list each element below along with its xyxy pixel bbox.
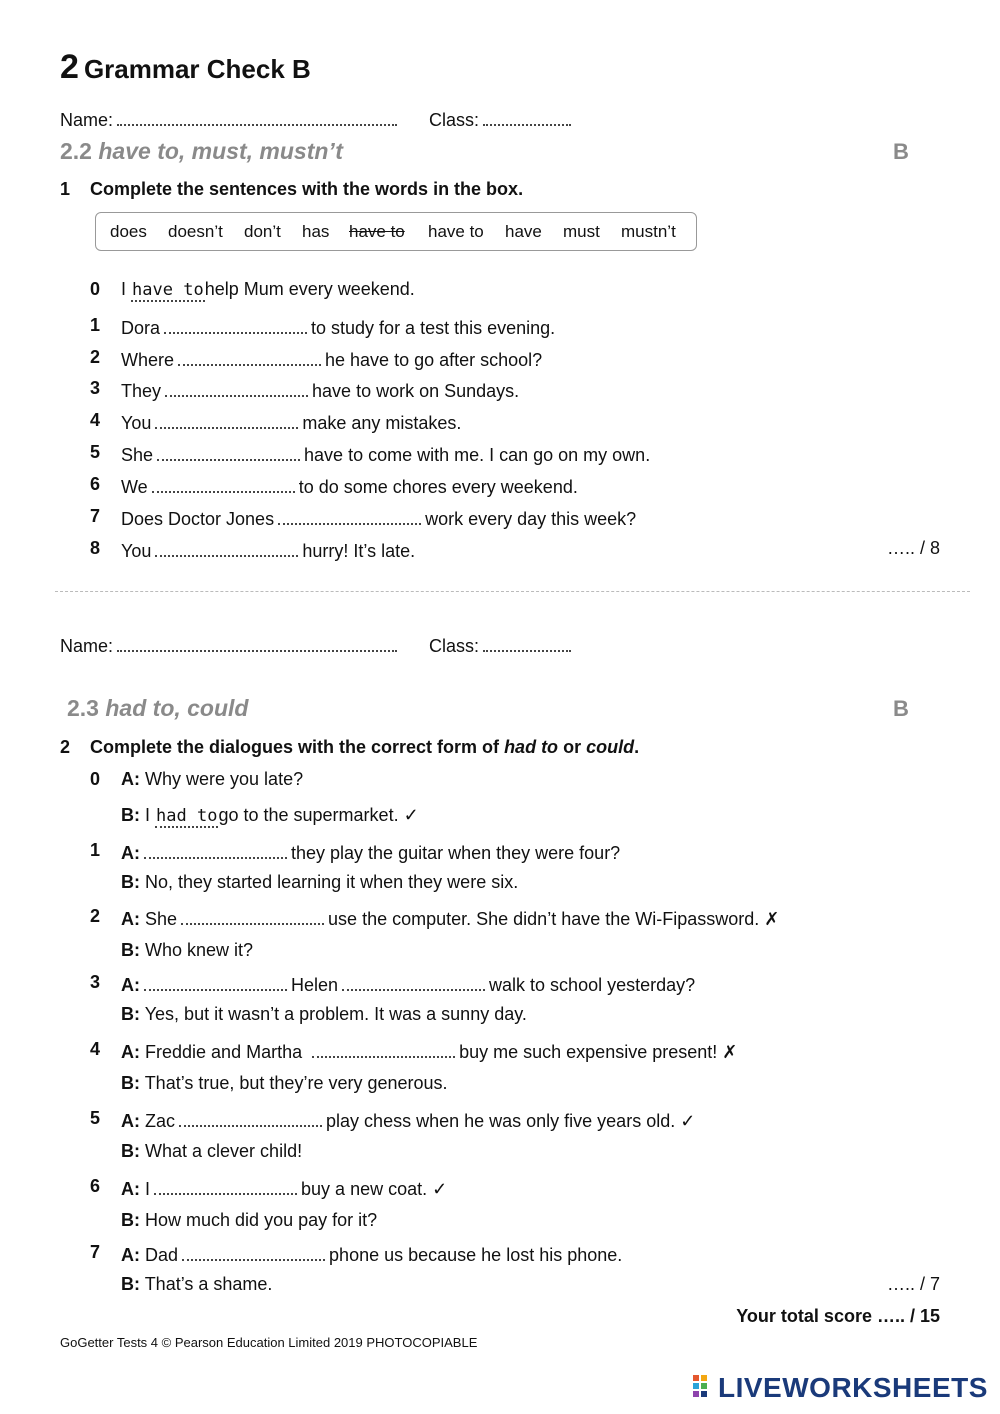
class-input-2[interactable]	[483, 634, 571, 652]
list-item: 1 Dora to study for a test this evening.	[90, 315, 556, 338]
word-box-item: does	[110, 222, 147, 241]
dialogue-example-b: B: I had togo to the supermarket. ✓	[121, 805, 419, 826]
example-item-1: 0 I have tohelp Mum every weekend.	[90, 279, 415, 300]
word-box-item: must	[563, 222, 600, 241]
dialogue-line-a: 1 A: they play the guitar when they were four?	[90, 840, 621, 863]
word-box-item-used: have to	[349, 222, 405, 241]
list-item: 5 She have to come with me. I can go on my own.	[90, 442, 651, 465]
dialogue-line-a: 3 A: Helen walk to school yesterday?	[90, 972, 696, 995]
copyright-footer: GoGetter Tests 4 © Pearson Education Limited 2019 PHOTOCOPIABLE	[60, 1335, 478, 1350]
title-text: Grammar Check B	[83, 54, 311, 84]
dialogue-line-a: 7 A: Dad phone us because he lost his phone.	[90, 1242, 623, 1265]
word-box-item: has	[302, 222, 330, 241]
word-box-item: have	[505, 222, 542, 241]
liveworksheets-logo[interactable]: LIVEWORKSHEETS	[718, 1372, 988, 1403]
name-field-2: Name:	[60, 634, 401, 655]
name-input-1[interactable]	[117, 108, 397, 126]
liveworksheets-logo-icon	[693, 1375, 715, 1399]
dialogue-line-b: B: That’s true, but they’re very generous.	[121, 1073, 448, 1093]
class-field-2: Class:	[429, 634, 575, 655]
cut-line	[55, 591, 970, 592]
score-2: ….. / 7	[886, 1274, 940, 1294]
example-answer: have to	[132, 280, 204, 300]
dialogue-line-a: 2 A: She use the computer. She didn’t have the Wi-Fipassword. ✗	[90, 906, 780, 929]
score-1: ….. / 8	[886, 538, 940, 558]
word-box-item: mustn’t	[621, 222, 676, 241]
answer-input[interactable]	[157, 443, 300, 461]
version-letter-1: B	[893, 139, 909, 164]
answer-input[interactable]	[179, 1109, 322, 1127]
task-1-instruction: 1 Complete the sentences with the words in the box.	[60, 179, 524, 199]
word-box-item: have to	[428, 222, 484, 241]
word-box	[95, 212, 697, 251]
word-box-item: doesn’t	[168, 222, 223, 241]
class-field-1: Class:	[429, 108, 575, 129]
answer-input[interactable]	[154, 1177, 297, 1195]
answer-input[interactable]	[144, 841, 287, 859]
dialogue-line-b: B: That’s a shame.	[121, 1274, 273, 1294]
answer-input[interactable]	[181, 907, 324, 925]
task-2-instruction: 2 Complete the dialogues with the correct form of had to or could.	[60, 737, 640, 757]
dialogue-line-b: B: Yes, but it wasn’t a problem. It was a sunny day.	[121, 1004, 527, 1024]
dialogue-line-b: B: How much did you pay for it?	[121, 1210, 378, 1230]
section-heading-1: 2.2 have to, must, mustn’t	[60, 138, 343, 164]
list-item: 2 Where he have to go after school?	[90, 347, 543, 370]
version-letter-2: B	[893, 696, 909, 721]
answer-input[interactable]	[178, 348, 321, 366]
dialogue-line-a: 5 A: Zac play chess when he was only five years old. ✓	[90, 1108, 696, 1131]
answer-input[interactable]	[144, 973, 287, 991]
list-item: 6 We to do some chores every weekend.	[90, 474, 578, 497]
answer-input[interactable]	[182, 1243, 325, 1261]
answer-input[interactable]	[155, 411, 298, 429]
word-box-item: don’t	[244, 222, 281, 241]
section-heading-2: 2.3 had to, could	[67, 695, 249, 721]
dialogue-example-a: 0 A: Why were you late?	[90, 769, 304, 789]
answer-input[interactable]	[152, 475, 295, 493]
unit-number: 2	[60, 48, 79, 86]
name-input-2[interactable]	[117, 634, 397, 652]
answer-input[interactable]	[155, 539, 298, 557]
list-item: 3 They have to work on Sundays.	[90, 378, 520, 401]
dialogue-line-b: B: Who knew it?	[121, 940, 254, 960]
answer-input[interactable]	[278, 507, 421, 525]
total-score: Your total score ….. / 15	[736, 1306, 940, 1326]
example-answer: had to	[156, 806, 218, 826]
dialogue-line-a: 6 A: I buy a new coat. ✓	[90, 1176, 448, 1199]
list-item: 4 You make any mistakes.	[90, 410, 462, 433]
name-field-1: Name:	[60, 108, 401, 129]
dialogue-line-b: B: No, they started learning it when they were six.	[121, 872, 519, 892]
answer-input[interactable]	[312, 1040, 455, 1058]
dialogue-line-b: B: What a clever child!	[121, 1141, 303, 1161]
answer-input[interactable]	[165, 379, 308, 397]
list-item: 7 Does Doctor Jones work every day this week?	[90, 506, 637, 529]
list-item: 8 You hurry! It’s late.	[90, 538, 416, 561]
page-title	[60, 50, 311, 84]
class-input-1[interactable]	[483, 108, 571, 126]
dialogue-line-a: 4 A: Freddie and Martha buy me such expensive present! ✗	[90, 1039, 738, 1062]
answer-input[interactable]	[342, 973, 485, 991]
answer-input[interactable]	[164, 316, 307, 334]
